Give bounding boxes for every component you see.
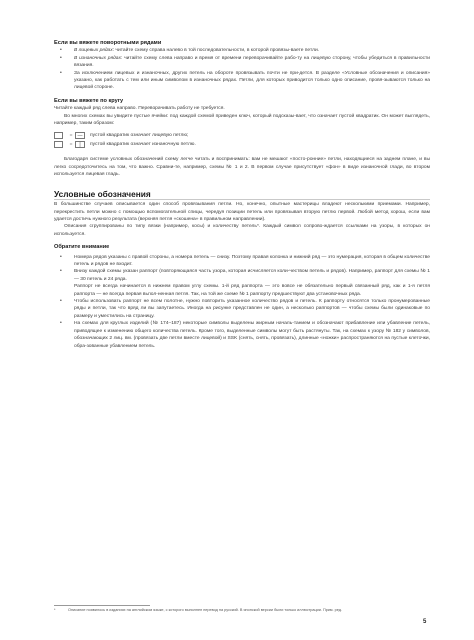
paragraph: Читайте каждый ряд слева направо. Переворачивать работу не требуется.	[54, 106, 225, 112]
section-title-symbols: Условные обозначения	[54, 188, 151, 199]
purl-symbol-icon: |	[75, 141, 85, 148]
list-item: • На схемах для круглых изделий (№ 174–187) некоторые символы выделены жирным началь-танием и обозначают прибавление или убавление петель, приводящее к изменению общего количества петель. Кроме того, выделенные символы могут быть растянуты. Так, на схемах к узору № 182 у символов, обозначающих 2 лиц. вм. (провязать две петли вместе лицевой) и SSK (снять, снять, провязать), длинные «ножки» распространяются на пустые клеточки, обра-зованные убавлением петель.	[54, 320, 430, 350]
list-item: • За исключением лицевых и изнаночных, других петель на обороте провязывать почти не при-дется. В разделе «Условные обозначения и описания» указано, как работать с тем или иным символом в изнаночных рядах. Петли, для которых приводится только одно описание, провя-зываются только на лицевой стороне.	[54, 70, 430, 92]
footnote: * Описание появилось в изданиях на английском языке, с которого выполнен перевод на русский. В японской версии были только иллюстрации. Прим. ред.	[54, 608, 343, 612]
list-item: • В лицевых рядах: читайте схему справа налево в той последовательности, в которой провязы-ваете петли.	[54, 47, 430, 54]
legend-row: = — пустой квадратик означает лицевую петлю;	[54, 131, 430, 140]
rotary-list	[54, 47, 430, 91]
section-heading-attention: Обратите внимание	[54, 244, 110, 251]
section-heading-rotary: Если вы вяжете поворотными рядами	[54, 40, 162, 46]
paragraph: Описания сгруппированы по типу вязки (например, косы) и количеству петель*. Каждый символ сопрово-ждается ссылками на узоры, в которых он используется.	[54, 224, 430, 237]
page-number: 5	[423, 619, 427, 625]
knit-symbol-icon: —	[75, 132, 85, 139]
empty-square-icon	[54, 141, 63, 148]
paragraph: Благодаря системе условных обозначений схему легче читать и воспринимать: вам не мешают «посто-ронние» петли, находящиеся на заднем плане, и вы легко сосредоточитесь на том, что важно. Сравни-те, например, схемы № 1 и 2. В первом случае присутствует «фон» в виде изнаночной глади, во втором используется лицевая гладь.	[54, 157, 430, 178]
legend	[54, 131, 430, 149]
list-item: • Номера рядов указаны с правой стороны, а номера петель — снизу. Поэтому правая колонка и нижний ряд — это нумерация, которая в общем количестве петель и рядов не входит.	[54, 254, 430, 269]
paragraph: В большинстве случаев описывается один способ провязывания петли. Но, конечно, опытные мастерицы владеют несколькими приемами. Например, перекрестить петли можно с помощью вспомогательной спицы, чередуя позиции петель или провязывая вторую петлю первой. Любой метод хорош, если вам удается достичь нужного результата (верхняя петля «скошена» в правильном направлении).	[54, 202, 430, 222]
attention-list	[54, 254, 430, 350]
empty-square-icon	[54, 132, 63, 139]
paragraph: Во многих схемах вы увидите пустые ячейки: под каждой схемой приведен ключ, который подсказы-вает, что означает пустой квадратик. Он может выглядеть, например, таким образом:	[54, 113, 430, 127]
section-heading-circular: Если вы вяжете по кругу	[54, 97, 124, 104]
list-item: • В изнаночных рядах: читайте схему слева направо и время от времени переворачивайте рабо-ту на лицевую сторону, чтобы убедиться в правильности вязания.	[54, 55, 430, 70]
legend-row: = | пустой квадратик означает изнаночную петлю.	[54, 140, 430, 149]
list-item: • Чтобы использовать раппорт не всем полотне, нужно повторить указанное количество рядов и петель. К раппорту относятся только пронумерованные ряды и петли, так что вряд ли вы запутаетесь. Иногда на рисунке представлен не один, а несколько раппортов — чтобы схемы были одинаковые по размеру и уместились на страницу.	[54, 298, 430, 320]
list-item: • Внизу каждой схемы указан раппорт (повторяющаяся часть узора, которая исчисляется коли-чеством петель и рядов). Например, раппорт для схемы № 1 — 30 петель и 24 ряда. Раппорт не всегда начинается в нижнем правом углу схемы. 1-й ряд раппорта — это вовсе не обязательно первый связанный ряд, как и 1-я петля раппорта — не всегда первая вьпол-ненная петля. Так, на той же схеме № 1 раппорту предшествуют два установочных ряда.	[54, 268, 430, 298]
page-content	[54, 40, 430, 350]
